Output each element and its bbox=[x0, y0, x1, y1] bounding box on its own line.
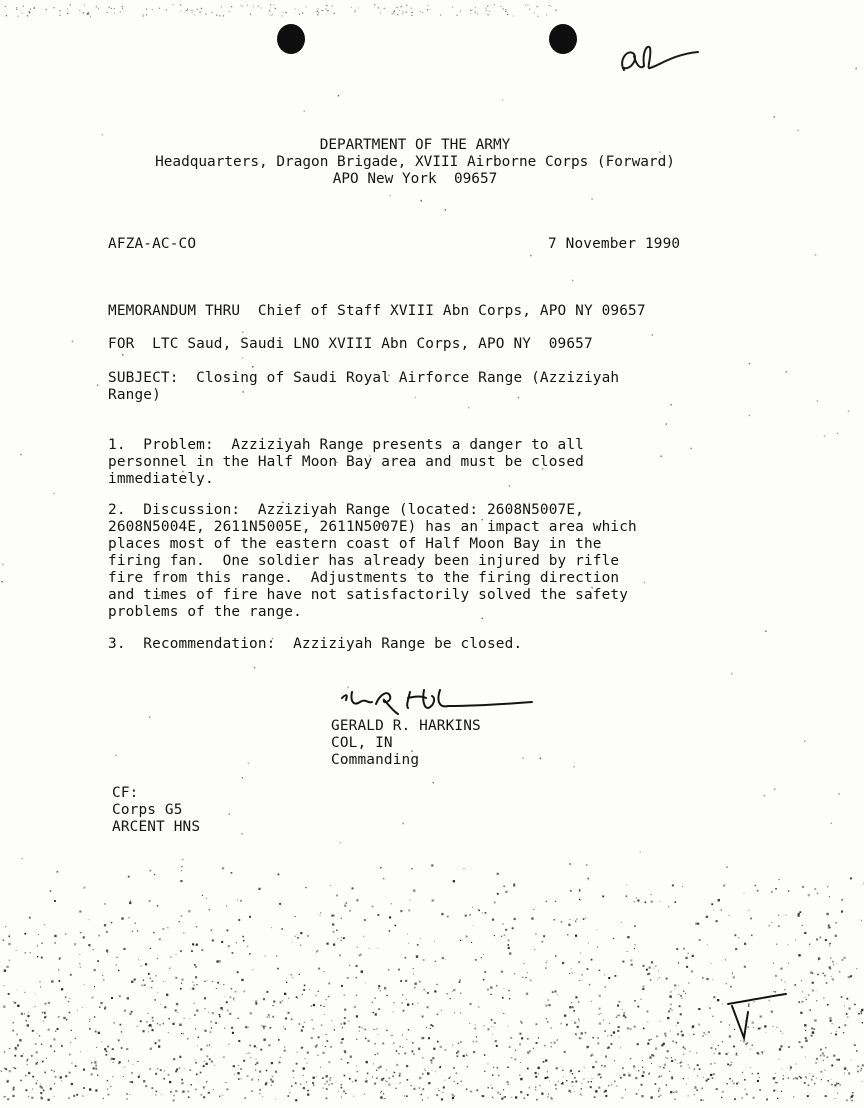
paragraph-1-line: immediately. bbox=[108, 471, 214, 487]
subject-line-1: SUBJECT: Closing of Saudi Royal Airforce Range (Azziziyah bbox=[108, 370, 620, 386]
signer-title: Commanding bbox=[331, 752, 420, 768]
paragraph-2-line: places most of the eastern coast of Half Moon Bay in the bbox=[108, 536, 602, 552]
paragraph-2-line: firing fan. One soldier has already been injured by rifle bbox=[108, 553, 620, 569]
signer-rank: COL, IN bbox=[331, 735, 393, 751]
handwritten-initials bbox=[614, 40, 704, 80]
paragraph-2-line: problems of the range. bbox=[108, 604, 302, 620]
office-symbol: AFZA-AC-CO bbox=[108, 236, 197, 252]
memo-date: 7 November 1990 bbox=[548, 236, 681, 252]
paragraph-1-line: personnel in the Half Moon Bay area and must be closed bbox=[108, 454, 584, 470]
memorandum-for: FOR LTC Saud, Saudi LNO XVIII Abn Corps, APO NY 09657 bbox=[108, 336, 593, 352]
handwritten-signature bbox=[336, 686, 536, 722]
cf-item: Corps G5 bbox=[112, 802, 183, 818]
cf-label: CF: bbox=[112, 785, 139, 801]
subject-line-2: Range) bbox=[108, 387, 161, 403]
signer-name: GERALD R. HARKINS bbox=[331, 718, 481, 734]
cf-item: ARCENT HNS bbox=[112, 819, 201, 835]
paragraph-2-line: and times of fire have not satisfactorily solved the safety bbox=[108, 587, 629, 603]
paragraph-2-line: 2. Discussion: Azziziyah Range (located: 2608N5007E, bbox=[108, 502, 584, 518]
letterhead-apo: APO New York 09657 bbox=[332, 171, 498, 187]
paragraph-2-line: 2608N5004E, 2611N5005E, 2611N5007E) has an impact area which bbox=[108, 519, 637, 535]
check-mark bbox=[722, 990, 792, 1050]
memorandum-thru: MEMORANDUM THRU Chief of Staff XVIII Abn Corps, APO NY 09657 bbox=[108, 303, 646, 319]
paragraph-1-line: 1. Problem: Azziziyah Range presents a danger to all bbox=[108, 437, 584, 453]
punch-hole-right bbox=[549, 24, 577, 54]
letterhead-headquarters: Headquarters, Dragon Brigade, XVIII Airborne Corps (Forward) bbox=[155, 154, 675, 170]
paragraph-3: 3. Recommendation: Azziziyah Range be closed. bbox=[108, 636, 523, 652]
paragraph-2-line: fire from this range. Adjustments to the firing direction bbox=[108, 570, 620, 586]
letterhead-department: DEPARTMENT OF THE ARMY bbox=[319, 137, 511, 153]
punch-hole-left bbox=[277, 24, 305, 54]
